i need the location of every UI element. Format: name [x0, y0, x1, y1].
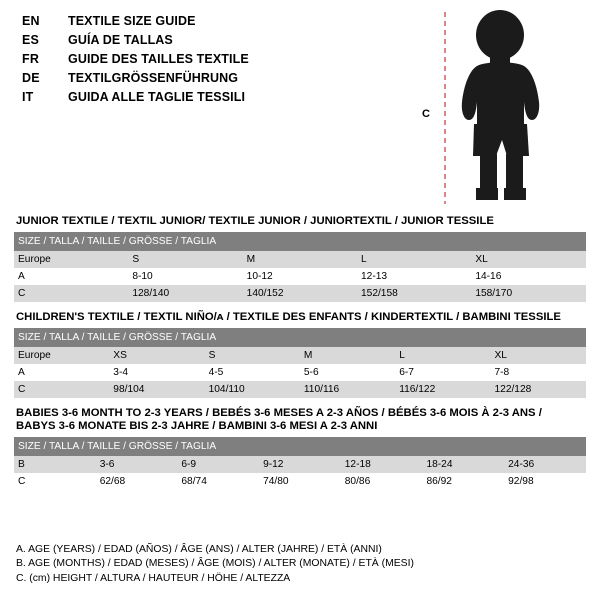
cell: 5-6 [300, 364, 395, 381]
size-tables [14, 212, 586, 496]
row-label: A [14, 268, 128, 285]
language-code: EN [22, 14, 40, 28]
cell: 3-6 [96, 456, 178, 473]
cell: 12-18 [341, 456, 423, 473]
cell: 122/128 [490, 381, 586, 398]
section-children [14, 308, 586, 398]
language-row [22, 71, 402, 90]
language-code: FR [22, 52, 40, 66]
cell: 3-4 [109, 364, 204, 381]
cell: 128/140 [128, 285, 242, 302]
junior-size-table [14, 232, 586, 302]
legend-line-b: B. AGE (MONTHS) / EDAD (MESES) / ÂGE (MOIS) / ALTER (MONATE) / ETÀ (MESI) [16, 558, 414, 569]
cell: 116/122 [395, 381, 490, 398]
row-label: Europe [14, 347, 109, 364]
language-code: IT [22, 90, 34, 104]
table-row [14, 251, 586, 268]
babies-size-table [14, 437, 586, 490]
row-label: C [14, 381, 109, 398]
cell: 4-5 [205, 364, 300, 381]
table-header-row [14, 328, 586, 347]
language-row [22, 33, 402, 52]
measure-label-c: C [422, 108, 430, 120]
section-junior [14, 212, 586, 302]
language-title: TEXTILE SIZE GUIDE [68, 14, 196, 28]
toddler-silhouette-icon [432, 8, 582, 208]
cell: 8-10 [128, 268, 242, 285]
cell: 80/86 [341, 473, 423, 490]
row-label: C [14, 473, 96, 490]
section-title-line1: BABIES 3-6 MONTH TO 2-3 YEARS / BEBÉS 3-6 MESES A 2-3 AÑOS / BÉBÉS 3-6 MOIS À 2-3 ANS / [16, 407, 542, 419]
section-babies [14, 404, 586, 490]
cell: 68/74 [177, 473, 259, 490]
children-size-table [14, 328, 586, 398]
cell: XL [490, 347, 586, 364]
table-row [14, 285, 586, 302]
cell: 74/80 [259, 473, 341, 490]
table-row [14, 456, 586, 473]
legend-line-a: A. AGE (YEARS) / EDAD (AÑOS) / ÂGE (ANS) / ALTER (JAHRE) / ETÀ (ANNI) [16, 543, 382, 555]
legend-block [16, 543, 586, 587]
table-header-row [14, 232, 586, 251]
cell: 18-24 [422, 456, 504, 473]
legend-line-c: C. (cm) HEIGHT / ALTURA / HAUTEUR / HÖHE / ALTEZZA [16, 572, 291, 584]
row-label: C [14, 285, 128, 302]
language-row [22, 90, 402, 109]
cell: S [128, 251, 242, 268]
table-row [14, 381, 586, 398]
table-row [14, 364, 586, 381]
language-title: GUÍA DE TALLAS [68, 33, 173, 47]
table-header-label: SIZE / TALLA / TAILLE / GRÖSSE / TAGLIA [14, 437, 586, 456]
cell: M [243, 251, 357, 268]
language-code: ES [22, 33, 40, 47]
language-code: DE [22, 71, 40, 85]
section-title-line2: BABYS 3-6 MONATE BIS 2-3 JAHRE / BAMBINI 3-6 MESI A 2-3 ANNI [16, 420, 378, 432]
cell: S [205, 347, 300, 364]
cell: 110/116 [300, 381, 395, 398]
cell: 14-16 [471, 268, 586, 285]
language-title: TEXTILGRÖSSENFÜHRUNG [68, 71, 239, 85]
cell: 12-13 [357, 268, 471, 285]
row-label: B [14, 456, 96, 473]
cell: L [395, 347, 490, 364]
language-title: GUIDA ALLE TAGLIE TESSILI [68, 90, 246, 104]
language-row [22, 14, 402, 33]
table-row [14, 473, 586, 490]
cell: 6-9 [177, 456, 259, 473]
cell: 6-7 [395, 364, 490, 381]
table-header-label: SIZE / TALLA / TAILLE / GRÖSSE / TAGLIA [14, 232, 586, 251]
cell: 10-12 [243, 268, 357, 285]
cell: 62/68 [96, 473, 178, 490]
language-title: GUIDE DES TAILLES TEXTILE [68, 52, 249, 66]
table-header-label: SIZE / TALLA / TAILLE / GRÖSSE / TAGLIA [14, 328, 586, 347]
table-row [14, 347, 586, 364]
cell: 7-8 [490, 364, 586, 381]
cell: XS [109, 347, 204, 364]
cell: 158/170 [471, 285, 586, 302]
section-title [14, 404, 586, 437]
cell: L [357, 251, 471, 268]
row-label: A [14, 364, 109, 381]
cell: 104/110 [205, 381, 300, 398]
language-title-block [22, 14, 402, 109]
table-header-row [14, 437, 586, 456]
language-row [22, 52, 402, 71]
cell: XL [471, 251, 586, 268]
cell: 152/158 [357, 285, 471, 302]
section-title: CHILDREN'S TEXTILE / TEXTIL NIÑO/ᴀ / TEXTILE DES ENFANTS / KINDERTEXTIL / BAMBINI TESSILE [16, 311, 561, 323]
cell: 140/152 [243, 285, 357, 302]
row-label: Europe [14, 251, 128, 268]
cell: M [300, 347, 395, 364]
section-title: JUNIOR TEXTILE / TEXTIL JUNIOR/ TEXTILE JUNIOR / JUNIORTEXTIL / JUNIOR TESSILE [16, 215, 494, 227]
cell: 92/98 [504, 473, 586, 490]
measurement-figure [422, 8, 582, 208]
cell: 24-36 [504, 456, 586, 473]
cell: 98/104 [109, 381, 204, 398]
table-row [14, 268, 586, 285]
cell: 9-12 [259, 456, 341, 473]
cell: 86/92 [422, 473, 504, 490]
